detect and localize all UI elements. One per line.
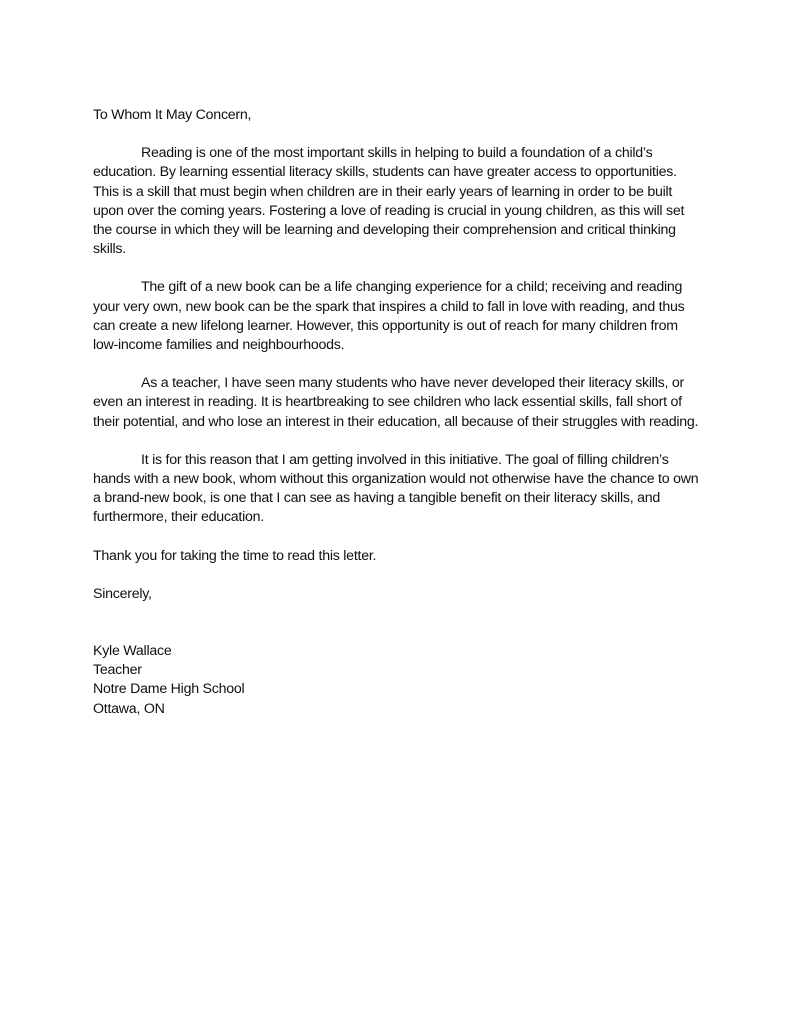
paragraph-gift-of-a-book: The gift of a new book can be a life changing experience for a child; receiving and reading your very own, new book can be the spark that inspires a child to fall in love with reading, and thus can create a new lifelong learner. However, this opportunity is out of reach for many children from low-income families and neighbourhoods. [93,279,685,354]
signature-name: Kyle Wallace [93,643,172,660]
signature-location: Ottawa, ON [93,700,165,717]
paragraph-importance-of-reading: Reading is one of the most important skills in helping to build a foundation of a child’s education. By learning essential literacy skills, students can have greater access to opportunities. This is a skill that must begin when children are in their early years of learning in order to be built upon over the coming years. Fostering a love of reading is crucial in young children, as this will set the course in which they will be learning and developing their comprehension and critical thinking skills. [93,145,685,258]
closing: Sincerely, [93,585,152,602]
salutation: To Whom It May Concern, [93,107,252,123]
signature-school: Notre Dame High School [93,681,245,698]
signature-block [93,642,705,719]
thanks-line: Thank you for taking the time to read this letter. [93,547,377,564]
signature-title: Teacher [93,662,142,679]
paragraph-teacher-experience: As a teacher, I have seen many students who have never developed their literacy skills, or even an interest in reading. It is heartbreaking to see children who lack essential skills, fall short of their potential, and who lose an interest in their education, all because of their struggles with reading. [93,375,699,430]
letter-body [93,106,705,719]
paragraph-initiative: It is for this reason that I am getting involved in this initiative. The goal of filling children’s hands with a new book, whom without this organization would not otherwise have the chance to own a brand-new book, is one that I can see as having a tangible benefit on their literacy skills, and furthermore, their education. [93,451,699,526]
